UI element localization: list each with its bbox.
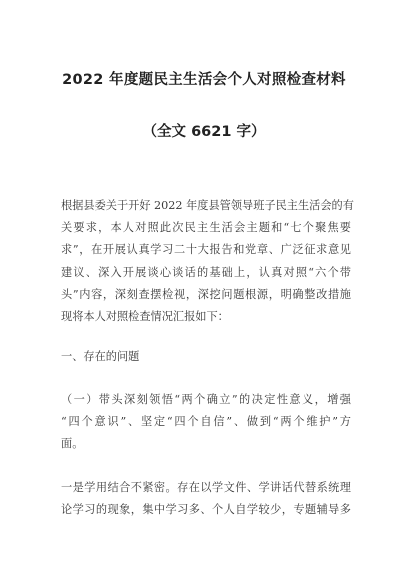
paragraph-line: 头”内容，深刻查摆检视，深挖问题根源，明确整改措施: [61, 287, 351, 301]
section-heading: [61, 346, 351, 368]
paragraph-line: 求”，在开展认真学习二十大报告和党章、广泛征求意见: [61, 243, 351, 257]
paragraph-subsection-1: [61, 389, 351, 456]
paragraph-line: 关要求，本人对照此次民主生活会主题和“七个聚焦要: [61, 221, 351, 235]
document-subtitle: （全文 6621 字）: [142, 124, 266, 140]
paragraph-point-1: [61, 477, 351, 521]
section-heading-text: 一、存在的问题: [61, 350, 140, 363]
paragraph-line: 一是学用结合不紧密。存在以学文件、学讲话代替系统理: [61, 481, 351, 494]
paragraph-line: 建议、深入开展谈心谈话的基础上，认真对照“六个带: [61, 265, 351, 279]
document-title: 2022 年度题民主生活会个人对照检查材料: [62, 72, 346, 88]
paragraph-line: （一）带头深刻领悟“两个确立”的决定性意义，增强: [61, 393, 351, 406]
paragraph-intro: [61, 195, 354, 328]
paragraph-line: 根据县委关于开好 2022 年度县管领导班子民主生活会的有: [61, 199, 354, 212]
paragraph-line: 面。: [61, 437, 84, 451]
paragraph-line: “四个意识”、坚定“四个自信”、做到“两个维护”方: [61, 415, 351, 429]
paragraph-line: 现将本人对照检查情况汇报如下：: [61, 310, 229, 324]
paragraph-line: 论学习的现象，集中学习多、个人自学较少，专题辅导多: [61, 503, 351, 517]
